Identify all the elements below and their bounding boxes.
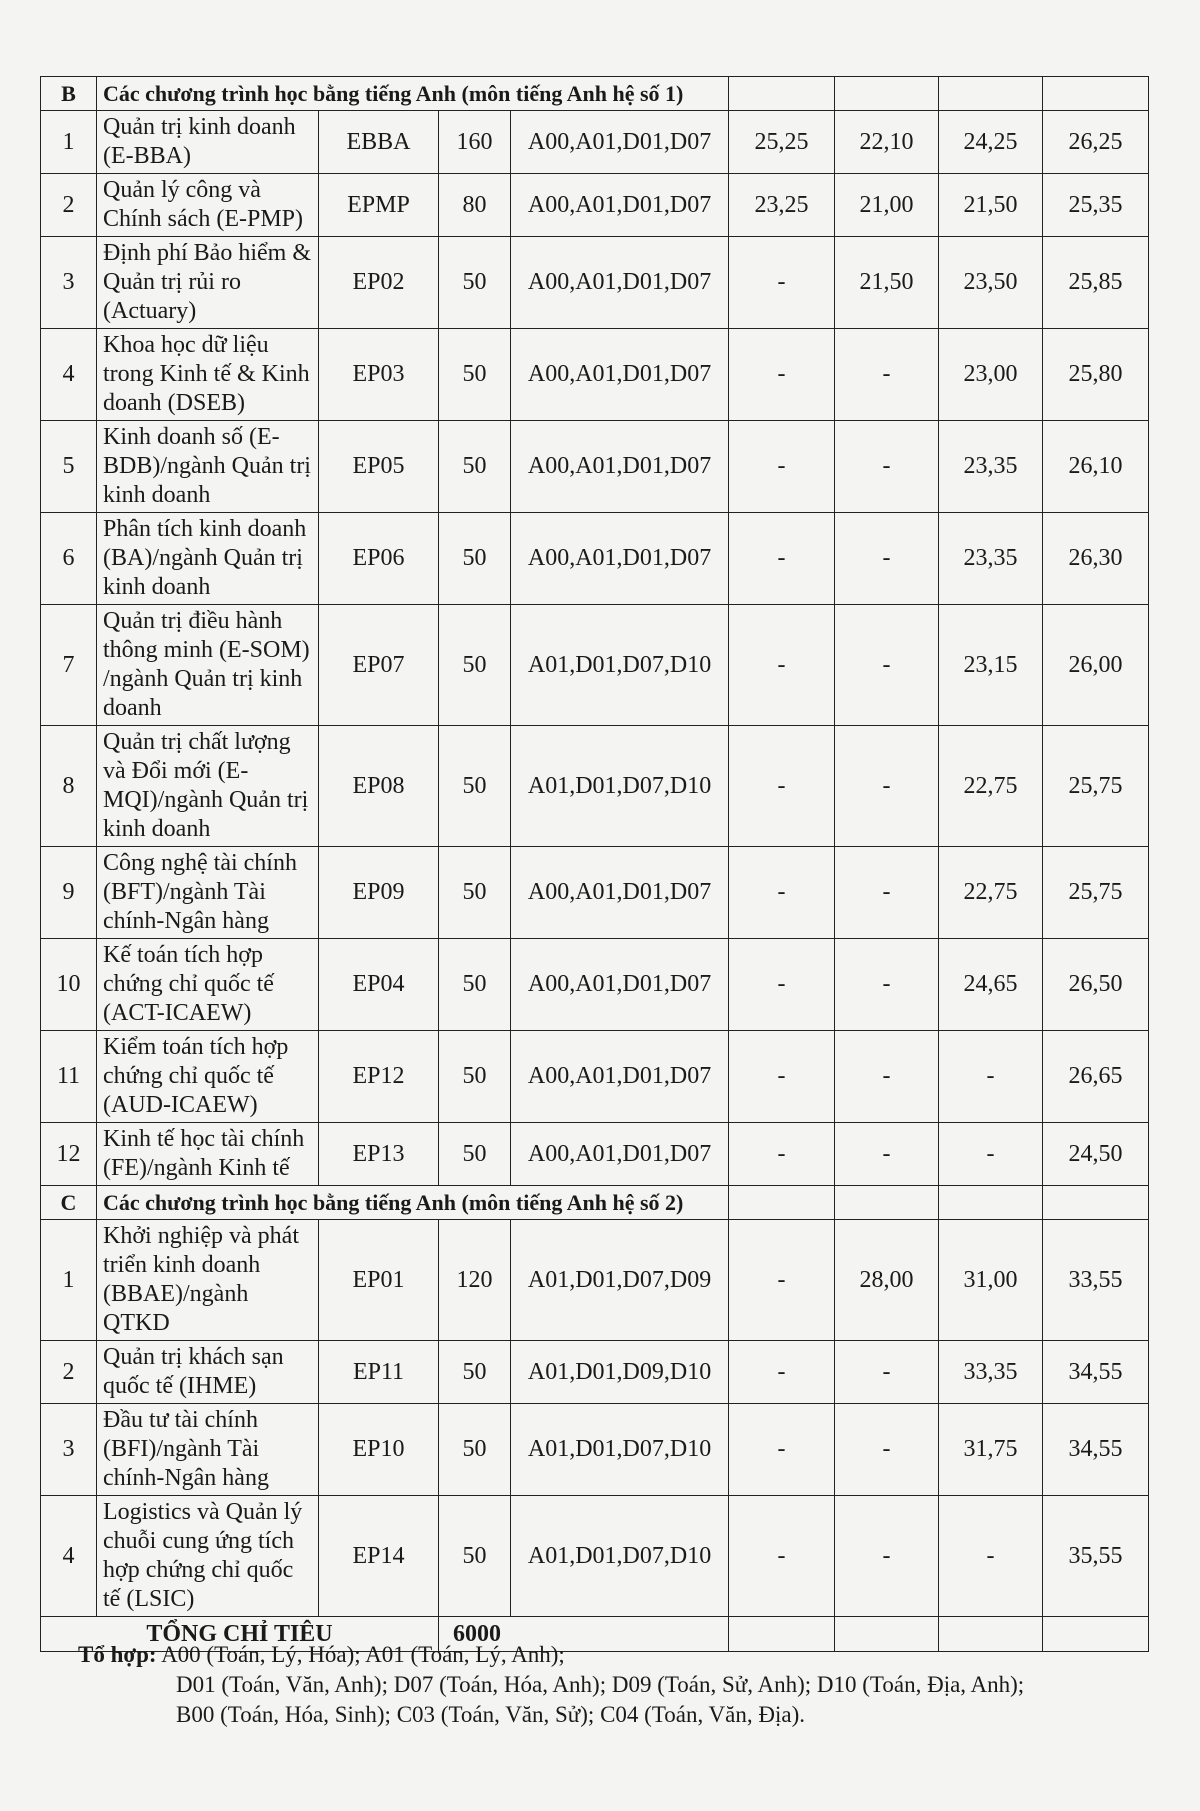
score-4: 26,65 [1043,1031,1149,1123]
blank-cell [939,1186,1043,1220]
score-4: 34,55 [1043,1341,1149,1404]
blank-cell [1043,77,1149,111]
program-code: EPMP [319,174,439,237]
score-1: - [729,605,835,726]
row-number: 12 [41,1123,97,1186]
total-value: 6000 [439,1617,729,1652]
score-2: - [835,1341,939,1404]
program-name: Khoa học dữ liệu trong Kinh tế & Kinh doanh (DSEB) [97,329,319,421]
table-row [41,1496,1149,1617]
score-4: 33,55 [1043,1220,1149,1341]
program-name: Kinh doanh số (E-BDB)/ngành Quản trị kinh doanh [97,421,319,513]
score-1: 25,25 [729,111,835,174]
score-3: 33,35 [939,1341,1043,1404]
quota: 50 [439,605,511,726]
quota: 50 [439,1496,511,1617]
subject-combinations: A00,A01,D01,D07 [511,421,729,513]
score-2: - [835,847,939,939]
score-3: - [939,1031,1043,1123]
quota: 50 [439,939,511,1031]
table-row [41,329,1149,421]
score-3: 22,75 [939,726,1043,847]
blank-cell [835,77,939,111]
score-2: - [835,1496,939,1617]
subject-combinations: A00,A01,D01,D07 [511,513,729,605]
score-2: - [835,605,939,726]
table-row [41,726,1149,847]
subject-combinations: A01,D01,D07,D10 [511,726,729,847]
score-1: - [729,1220,835,1341]
score-2: - [835,726,939,847]
score-4: 24,50 [1043,1123,1149,1186]
score-1: - [729,513,835,605]
quota: 120 [439,1220,511,1341]
table-row [41,1341,1149,1404]
row-number: 8 [41,726,97,847]
table-row [41,1220,1149,1341]
subject-combinations: A00,A01,D01,D07 [511,1031,729,1123]
blank-cell [939,77,1043,111]
quota: 50 [439,237,511,329]
score-3: - [939,1123,1043,1186]
table-row [41,421,1149,513]
program-name: Phân tích kinh doanh (BA)/ngành Quản trị kinh doanh [97,513,319,605]
program-name: Quản trị điều hành thông minh (E-SOM) /ngành Quản trị kinh doanh [97,605,319,726]
score-1: - [729,939,835,1031]
program-code: EP08 [319,726,439,847]
admission-scores-table [40,76,1149,1652]
program-name: Quản trị kinh doanh (E-BBA) [97,111,319,174]
subject-combinations: A01,D01,D07,D09 [511,1220,729,1341]
score-4: 26,30 [1043,513,1149,605]
score-2: - [835,1031,939,1123]
table-row [41,237,1149,329]
quota: 50 [439,1404,511,1496]
score-1: - [729,1123,835,1186]
score-3: 23,35 [939,513,1043,605]
quota: 50 [439,847,511,939]
row-number: 3 [41,1404,97,1496]
table-row [41,1031,1149,1123]
program-code: EP07 [319,605,439,726]
program-name: Đầu tư tài chính (BFI)/ngành Tài chính-Ngân hàng [97,1404,319,1496]
subject-combinations: A01,D01,D07,D10 [511,1404,729,1496]
quota: 50 [439,1341,511,1404]
score-1: - [729,1496,835,1617]
row-number: 10 [41,939,97,1031]
row-number: 2 [41,174,97,237]
program-code: EP09 [319,847,439,939]
score-4: 26,25 [1043,111,1149,174]
table-row [41,513,1149,605]
row-number: 1 [41,1220,97,1341]
subject-combinations: A00,A01,D01,D07 [511,237,729,329]
row-number: 2 [41,1341,97,1404]
score-4: 25,35 [1043,174,1149,237]
score-1: - [729,237,835,329]
score-3: 23,50 [939,237,1043,329]
row-number: 11 [41,1031,97,1123]
quota: 50 [439,513,511,605]
program-name: Kinh tế học tài chính (FE)/ngành Kinh tế [97,1123,319,1186]
score-1: - [729,847,835,939]
score-3: 23,35 [939,421,1043,513]
program-code: EP01 [319,1220,439,1341]
blank-cell [1043,1186,1149,1220]
program-name: Quản trị khách sạn quốc tế (IHME) [97,1341,319,1404]
row-number: 1 [41,111,97,174]
score-1: - [729,1031,835,1123]
table-row [41,111,1149,174]
table-row [41,174,1149,237]
score-2: - [835,421,939,513]
row-number: 3 [41,237,97,329]
score-4: 25,80 [1043,329,1149,421]
subject-combinations: A00,A01,D01,D07 [511,174,729,237]
table-row [41,939,1149,1031]
quota: 80 [439,174,511,237]
score-3: 21,50 [939,174,1043,237]
section-b-header [41,77,1149,111]
subject-combinations: A00,A01,D01,D07 [511,939,729,1031]
score-3: 23,15 [939,605,1043,726]
notes-line-2: D01 (Toán, Văn, Anh); D07 (Toán, Hóa, Anh); D09 (Toán, Sử, Anh); D10 (Toán, Địa, Anh); [176,1672,1025,1697]
program-name: Kế toán tích hợp chứng chỉ quốc tế (ACT-ICAEW) [97,939,319,1031]
score-3: 24,25 [939,111,1043,174]
score-4: 34,55 [1043,1404,1149,1496]
program-code: EP10 [319,1404,439,1496]
quota: 50 [439,726,511,847]
score-4: 25,75 [1043,847,1149,939]
table-body [41,77,1149,1652]
program-name: Quản lý công và Chính sách (E-PMP) [97,174,319,237]
section-c-header [41,1186,1149,1220]
subject-combinations: A00,A01,D01,D07 [511,111,729,174]
blank-cell [729,1186,835,1220]
program-code: EBBA [319,111,439,174]
notes-line-3: B00 (Toán, Hóa, Sinh); C03 (Toán, Văn, Sử); C04 (Toán, Văn, Địa). [176,1702,805,1727]
table-row [41,1123,1149,1186]
score-4: 26,00 [1043,605,1149,726]
notes-line-1 [78,1640,1168,1670]
score-3: 23,00 [939,329,1043,421]
program-code: EP04 [319,939,439,1031]
score-2: 21,50 [835,237,939,329]
quota: 50 [439,421,511,513]
program-code: EP03 [319,329,439,421]
section-title: Các chương trình học bằng tiếng Anh (môn tiếng Anh hệ số 2) [97,1186,729,1220]
score-3: 22,75 [939,847,1043,939]
score-4: 26,50 [1043,939,1149,1031]
table-row [41,605,1149,726]
subject-combinations: A01,D01,D09,D10 [511,1341,729,1404]
score-1: - [729,421,835,513]
table-row [41,847,1149,939]
program-code: EP14 [319,1496,439,1617]
section-b-code: B [41,77,97,111]
score-3: - [939,1496,1043,1617]
subject-combinations: A01,D01,D07,D10 [511,1496,729,1617]
row-number: 6 [41,513,97,605]
score-2: 22,10 [835,111,939,174]
subject-combinations: A00,A01,D01,D07 [511,1123,729,1186]
notes-text-1: A00 (Toán, Lý, Hóa); A01 (Toán, Lý, Anh); [161,1642,565,1667]
total-label: TỔNG CHỈ TIÊU [41,1617,439,1652]
combination-notes [78,1640,1168,1730]
quota: 50 [439,329,511,421]
row-number: 5 [41,421,97,513]
score-3: 31,00 [939,1220,1043,1341]
program-name: Kiểm toán tích hợp chứng chỉ quốc tế (AUD-ICAEW) [97,1031,319,1123]
program-name: Định phí Bảo hiểm & Quản trị rủi ro (Actuary) [97,237,319,329]
blank-cell [835,1186,939,1220]
score-4: 35,55 [1043,1496,1149,1617]
program-code: EP02 [319,237,439,329]
quota: 50 [439,1123,511,1186]
subject-combinations: A00,A01,D01,D07 [511,847,729,939]
score-4: 25,85 [1043,237,1149,329]
program-name: Khởi nghiệp và phát triển kinh doanh (BBAE)/ngành QTKD [97,1220,319,1341]
program-code: EP05 [319,421,439,513]
score-2: 21,00 [835,174,939,237]
row-number: 9 [41,847,97,939]
section-b-title: Các chương trình học bằng tiếng Anh (môn tiếng Anh hệ số 1) [97,77,729,111]
program-name: Quản trị chất lượng và Đổi mới (E-MQI)/ngành Quản trị kinh doanh [97,726,319,847]
score-2: - [835,939,939,1031]
program-code: EP12 [319,1031,439,1123]
program-code: EP06 [319,513,439,605]
score-1: 23,25 [729,174,835,237]
notes-label: Tổ hợp: [78,1642,157,1667]
program-code: EP13 [319,1123,439,1186]
blank-cell [729,77,835,111]
section-code: C [41,1186,97,1220]
table-row [41,1404,1149,1496]
score-4: 26,10 [1043,421,1149,513]
subject-combinations: A01,D01,D07,D10 [511,605,729,726]
score-1: - [729,1341,835,1404]
row-number: 4 [41,1496,97,1617]
score-2: - [835,1123,939,1186]
row-number: 7 [41,605,97,726]
score-2: - [835,329,939,421]
score-4: 25,75 [1043,726,1149,847]
row-number: 4 [41,329,97,421]
score-1: - [729,726,835,847]
score-3: 24,65 [939,939,1043,1031]
subject-combinations: A00,A01,D01,D07 [511,329,729,421]
program-code: EP11 [319,1341,439,1404]
quota: 160 [439,111,511,174]
score-1: - [729,1404,835,1496]
score-2: - [835,513,939,605]
score-2: 28,00 [835,1220,939,1341]
program-name: Logistics và Quản lý chuỗi cung ứng tích hợp chứng chỉ quốc tế (LSIC) [97,1496,319,1617]
score-1: - [729,329,835,421]
score-2: - [835,1404,939,1496]
quota: 50 [439,1031,511,1123]
score-3: 31,75 [939,1404,1043,1496]
program-name: Công nghệ tài chính (BFT)/ngành Tài chính-Ngân hàng [97,847,319,939]
